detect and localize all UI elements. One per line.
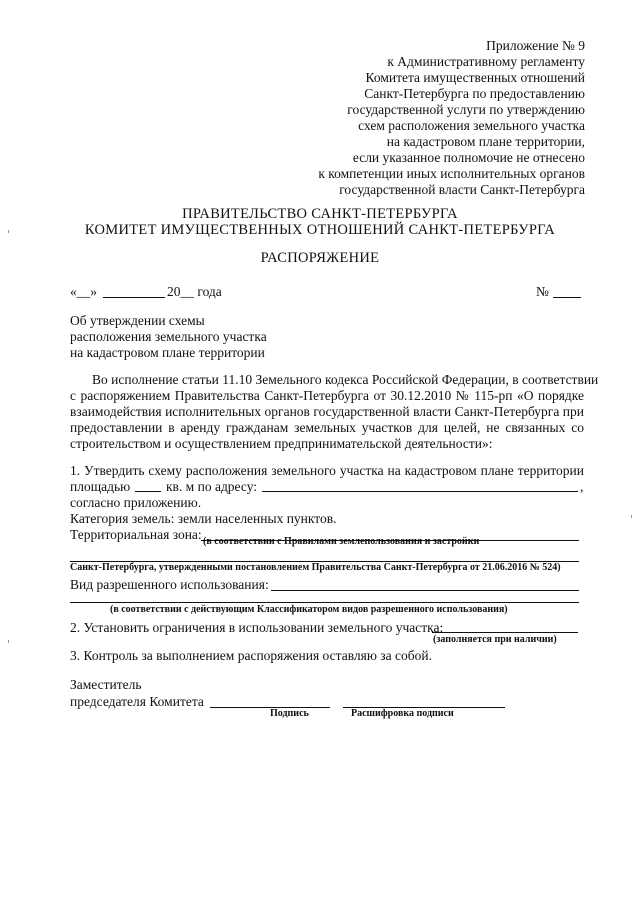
use-label: Вид разрешенного использования: bbox=[70, 577, 269, 592]
appendix-line: на кадастровом плане территории, bbox=[386, 134, 585, 149]
item3-text: 3. Контроль за выполнением распоряжения оставляю за собой. bbox=[70, 648, 432, 663]
appendix-line: если указанное полномочие не отнесено bbox=[352, 150, 585, 165]
signer-title: председателя Комитета bbox=[70, 694, 204, 709]
use-note: (в соответствии с действующим Классификатором видов разрешенного использования) bbox=[110, 604, 508, 615]
preamble-line: Во исполнение статьи 11.10 Земельного кодекса Российской Федерации, в соответствии bbox=[92, 372, 599, 387]
decode-label: Расшифровка подписи bbox=[351, 708, 454, 719]
address-field[interactable] bbox=[262, 491, 578, 492]
land-category: Категория земель: земли населенных пунктов. bbox=[70, 511, 337, 526]
appendix-line: государственной услуги по утверждению bbox=[347, 102, 585, 117]
preamble-line: предоставлении в аренду гражданам земельных участков для целей, не связанных со bbox=[70, 420, 584, 435]
appendix-line: Приложение № 9 bbox=[486, 38, 585, 53]
subject-line: Об утверждении схемы bbox=[70, 313, 205, 328]
committee-title: КОМИТЕТ ИМУЩЕСТВЕННЫХ ОТНОШЕНИЙ САНКТ-ПЕТЕРБУРГА bbox=[84, 222, 556, 238]
appendix-line: схем расположения земельного участка bbox=[358, 118, 585, 133]
zone-label: Территориальная зона: bbox=[70, 527, 202, 542]
area-field[interactable] bbox=[135, 491, 161, 492]
comma: , bbox=[580, 479, 584, 494]
preamble-line: строительством и осуществлением предпринимательской деятельности»: bbox=[70, 436, 493, 451]
item2-text: 2. Установить ограничения в использовании земельного участка: bbox=[70, 620, 444, 635]
item2-note: (заполняется при наличии) bbox=[433, 634, 557, 645]
number-field[interactable] bbox=[553, 297, 581, 298]
signer-title: Заместитель bbox=[70, 677, 142, 692]
date-month-field[interactable] bbox=[103, 297, 165, 298]
date-day: «__» bbox=[70, 284, 97, 299]
preamble-line: взаимодействия исполнительных органов государственной власти Санкт-Петербурга при bbox=[70, 404, 584, 419]
restrictions-field[interactable] bbox=[432, 632, 578, 633]
date-year: 20__ года bbox=[167, 284, 222, 299]
appendix-line: Комитета имущественных отношений bbox=[365, 70, 585, 85]
subject-line: расположения земельного участка bbox=[70, 329, 267, 344]
use-field[interactable] bbox=[271, 590, 579, 591]
appendix-line: Санкт-Петербурга по предоставлению bbox=[364, 86, 585, 101]
appendix-ref: согласно приложению. bbox=[70, 495, 202, 510]
zone-note: (в соответствии с Правилами землепользования и застройки bbox=[203, 536, 480, 547]
scan-mark bbox=[8, 640, 9, 643]
area-label: площадью bbox=[70, 479, 131, 494]
gov-title: ПРАВИТЕЛЬСТВО САНКТ-ПЕТЕРБУРГА bbox=[182, 206, 458, 222]
use-field-2[interactable] bbox=[70, 602, 579, 603]
address-label: кв. м по адресу: bbox=[166, 479, 258, 494]
appendix-line: к Административному регламенту bbox=[387, 54, 585, 69]
preamble-line: с распоряжением Правительства Санкт-Петербурга от 30.12.2010 № 115-рп «О порядке bbox=[70, 388, 584, 403]
number-label: № bbox=[536, 284, 549, 299]
signature-label: Подпись bbox=[270, 708, 309, 719]
zone-note-2: Санкт-Петербурга, утвержденными постановлением Правительства Санкт-Петербурга от 21.06.2016 № 524) bbox=[70, 562, 561, 573]
doc-type-title: РАСПОРЯЖЕНИЕ bbox=[260, 250, 380, 266]
scan-mark bbox=[631, 515, 632, 518]
subject-line: на кадастровом плане территории bbox=[70, 345, 265, 360]
appendix-line: к компетенции иных исполнительных органов bbox=[318, 166, 585, 181]
item1-line: 1. Утвердить схему расположения земельного участка на кадастровом плане территории bbox=[70, 463, 584, 478]
appendix-line: государственной власти Санкт-Петербурга bbox=[339, 182, 585, 197]
